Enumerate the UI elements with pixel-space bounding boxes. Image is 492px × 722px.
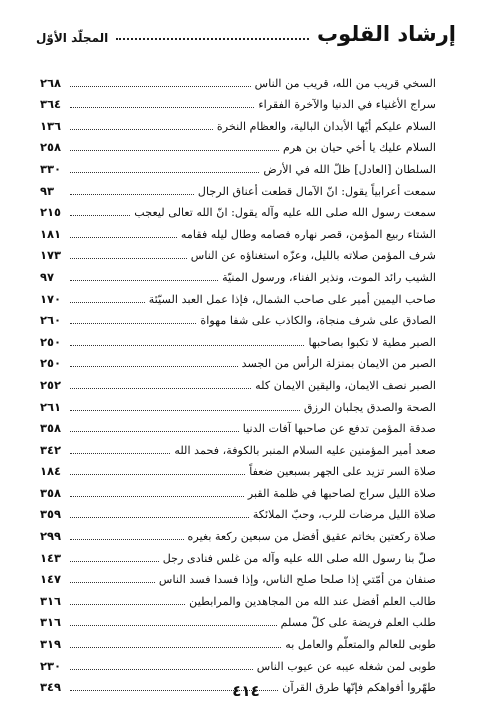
- leader-dots: [70, 496, 244, 497]
- index-entry: [40, 437, 436, 459]
- entry-text: طالب العلم أفضل عند الله من المجاهدين والمرابطين: [189, 594, 436, 608]
- index-entry: [40, 351, 436, 373]
- index-entry: [40, 610, 436, 632]
- entry-text: صلاة السر تزيد على الجهر بسبعين ضعفاً: [249, 465, 436, 479]
- leader-dots: [70, 561, 159, 562]
- entry-text: سمعت رسول الله صلى الله عليه وآله يقول: انّ الله تعالى ليعجب: [134, 206, 436, 220]
- index-entry: [40, 286, 436, 308]
- page-number: ٤١٤: [232, 682, 260, 700]
- entry-text: الشتاء ربيع المؤمن، قصر نهاره فصامه وطال ليله فقامه: [180, 227, 436, 241]
- leader-dots: [70, 237, 177, 238]
- entry-page-number: ٩٣: [40, 183, 55, 198]
- index-entry: [40, 70, 436, 92]
- entry-page-number: ٢٥٨: [40, 140, 62, 155]
- entry-page-number: ٣١٦: [40, 593, 62, 608]
- entry-page-number: ١٧٠: [40, 291, 62, 306]
- entry-text: الصبر من الايمان بمنزلة الرأس من الجسد: [241, 357, 436, 371]
- index-entry: [40, 221, 436, 243]
- index-entry: [40, 264, 436, 286]
- entry-page-number: ٢٩٩: [40, 529, 62, 544]
- index-entry: [40, 200, 436, 222]
- leader-dots: [70, 539, 184, 540]
- leader-dots: [70, 388, 251, 389]
- leader-dots: [70, 604, 185, 605]
- entry-page-number: ١٤٧: [40, 572, 62, 587]
- book-title: إرشاد القلوب: [317, 22, 456, 46]
- entry-text: الصبر مطية لا تكبوا بصاحبها: [308, 335, 436, 349]
- leader-dots: [70, 194, 194, 195]
- entry-text: شرف المؤمن صلاته بالليل، وعزّه استغناؤه عن الناس: [190, 249, 436, 263]
- entry-page-number: ٢٥٢: [40, 377, 62, 392]
- index-entry: [40, 308, 436, 330]
- entry-page-number: ٣١٦: [40, 615, 62, 630]
- entry-page-number: ٢٦١: [40, 399, 62, 414]
- index-entry: [40, 416, 436, 438]
- index-entry: [40, 653, 436, 675]
- leader-dots: [70, 258, 187, 259]
- index-entry: [40, 480, 436, 502]
- entry-text: السلام عليكم أيّها الأبدان البالية، والعظام النخرة: [216, 119, 436, 133]
- leader-dots: [70, 453, 170, 454]
- header-leader-dots: [116, 38, 309, 40]
- leader-dots: [70, 517, 249, 518]
- index-entry: [40, 92, 436, 114]
- entry-page-number: ١٤٣: [40, 550, 62, 565]
- entry-text: صلاة الليل مرضات للرب، وحبّ الملائكة: [252, 508, 436, 522]
- entry-text: طهّروا أفواهكم فإنّها طرق القرآن: [282, 681, 436, 695]
- index-entry: [40, 135, 436, 157]
- entry-page-number: ١٣٦: [40, 118, 62, 133]
- index-entry: [40, 523, 436, 545]
- entry-page-number: ٣٥٩: [40, 507, 62, 522]
- entry-text: الشيب رائد الموت، ونذير الفناء، ورسول المنيّة: [222, 270, 436, 284]
- leader-dots: [70, 323, 196, 324]
- index-entry: [40, 178, 436, 200]
- entry-page-number: ٣٥٨: [40, 485, 62, 500]
- index-entry: [40, 156, 436, 178]
- entry-text: صدقة المؤمن تدفع عن صاحبها آفات الدنيا: [242, 422, 436, 436]
- entry-page-number: ٢٥٠: [40, 356, 62, 371]
- leader-dots: [70, 280, 218, 281]
- entry-page-number: ٣٣٠: [40, 161, 62, 176]
- leader-dots: [70, 107, 254, 108]
- index-entry: [40, 502, 436, 524]
- entry-page-number: ٣٤٩: [40, 680, 62, 695]
- entry-text: الصادق على شرف منجاة، والكاذب على شفا مهواة: [200, 314, 436, 328]
- leader-dots: [70, 474, 245, 475]
- index-entry: [40, 567, 436, 589]
- entry-text: صلاة الليل سراج لصاحبها في ظلمة القبر: [247, 486, 436, 500]
- entry-text: السخي قريب من الله، قريب من الناس: [254, 76, 436, 90]
- leader-dots: [70, 582, 155, 583]
- leader-dots: [70, 302, 145, 303]
- entry-page-number: ٣٥٨: [40, 421, 62, 436]
- entry-page-number: ٣١٩: [40, 637, 62, 652]
- leader-dots: [70, 129, 213, 130]
- index-list: [40, 70, 436, 696]
- index-entry: [40, 113, 436, 135]
- entry-page-number: ٣٤٢: [40, 442, 62, 457]
- entry-page-number: ١٨٤: [40, 464, 62, 479]
- entry-page-number: ١٧٣: [40, 248, 62, 263]
- entry-page-number: ١٨١: [40, 226, 62, 241]
- entry-page-number: ٢٦٨: [40, 75, 62, 90]
- leader-dots: [70, 647, 281, 648]
- index-entry: [40, 394, 436, 416]
- entry-text: الصبر نصف الايمان، واليقين الايمان كله: [255, 378, 436, 392]
- entry-page-number: ٩٧: [40, 269, 55, 284]
- entry-text: صلّ بنا رسول الله صلى الله عليه وآله من غلس فنادى رجل: [162, 551, 436, 565]
- index-entry: [40, 372, 436, 394]
- entry-text: السلطان [العادل] ظلّ الله في الأرض: [263, 162, 436, 176]
- leader-dots: [70, 669, 253, 670]
- leader-dots: [70, 172, 259, 173]
- index-entry: [40, 329, 436, 351]
- entry-text: صنفان من أمّتي إذا صلحا صلح الناس، وإذا فسدا فسد الناس: [158, 573, 436, 587]
- leader-dots: [70, 86, 251, 87]
- entry-text: سراج الأغنياء في الدنيا والآخرة الفقراء: [258, 98, 436, 112]
- leader-dots: [70, 366, 238, 367]
- leader-dots: [70, 150, 279, 151]
- entry-page-number: ٣٦٤: [40, 97, 62, 112]
- index-entry: [40, 243, 436, 265]
- leader-dots: [70, 410, 300, 411]
- entry-page-number: ٢٦٠: [40, 313, 62, 328]
- index-entry: [40, 588, 436, 610]
- index-entry: [40, 631, 436, 653]
- running-header: [36, 14, 456, 48]
- entry-text: طوبى للعالم والمتعلّم والعامل به: [285, 638, 436, 652]
- volume-label: المجلّد الأوّل: [36, 31, 109, 45]
- entry-text: صلاة ركعتين بخاتم عقيق أفضل من سبعين ركعة بغيره: [187, 530, 436, 544]
- leader-dots: [70, 345, 304, 346]
- entry-text: الصحة والصدق يجلبان الرزق: [303, 400, 436, 414]
- entry-text: طوبى لمن شغله عيبه عن عيوب الناس: [256, 659, 436, 673]
- index-entry: [40, 459, 436, 481]
- index-entry: [40, 545, 436, 567]
- entry-text: صاحب اليمين أمير على صاحب الشمال، فإذا عمل العبد السيّئة: [148, 292, 436, 306]
- leader-dots: [70, 625, 277, 626]
- entry-text: سمعت أعرابياً يقول: انّ الآمال قطعت أعناق الرجال: [197, 184, 436, 198]
- leader-dots: [70, 431, 239, 432]
- entry-page-number: ٢٣٠: [40, 658, 62, 673]
- leader-dots: [70, 215, 130, 216]
- entry-page-number: ٢١٥: [40, 205, 62, 220]
- entry-page-number: ٢٥٠: [40, 334, 62, 349]
- entry-text: السلام عليك يا أخي حيان بن هرم: [282, 141, 436, 155]
- entry-text: طلب العلم فريضة على كلّ مسلم: [280, 616, 436, 630]
- entry-text: صعد أمير المؤمنين عليه السلام المنبر بالكوفة، فحمد الله: [174, 443, 436, 457]
